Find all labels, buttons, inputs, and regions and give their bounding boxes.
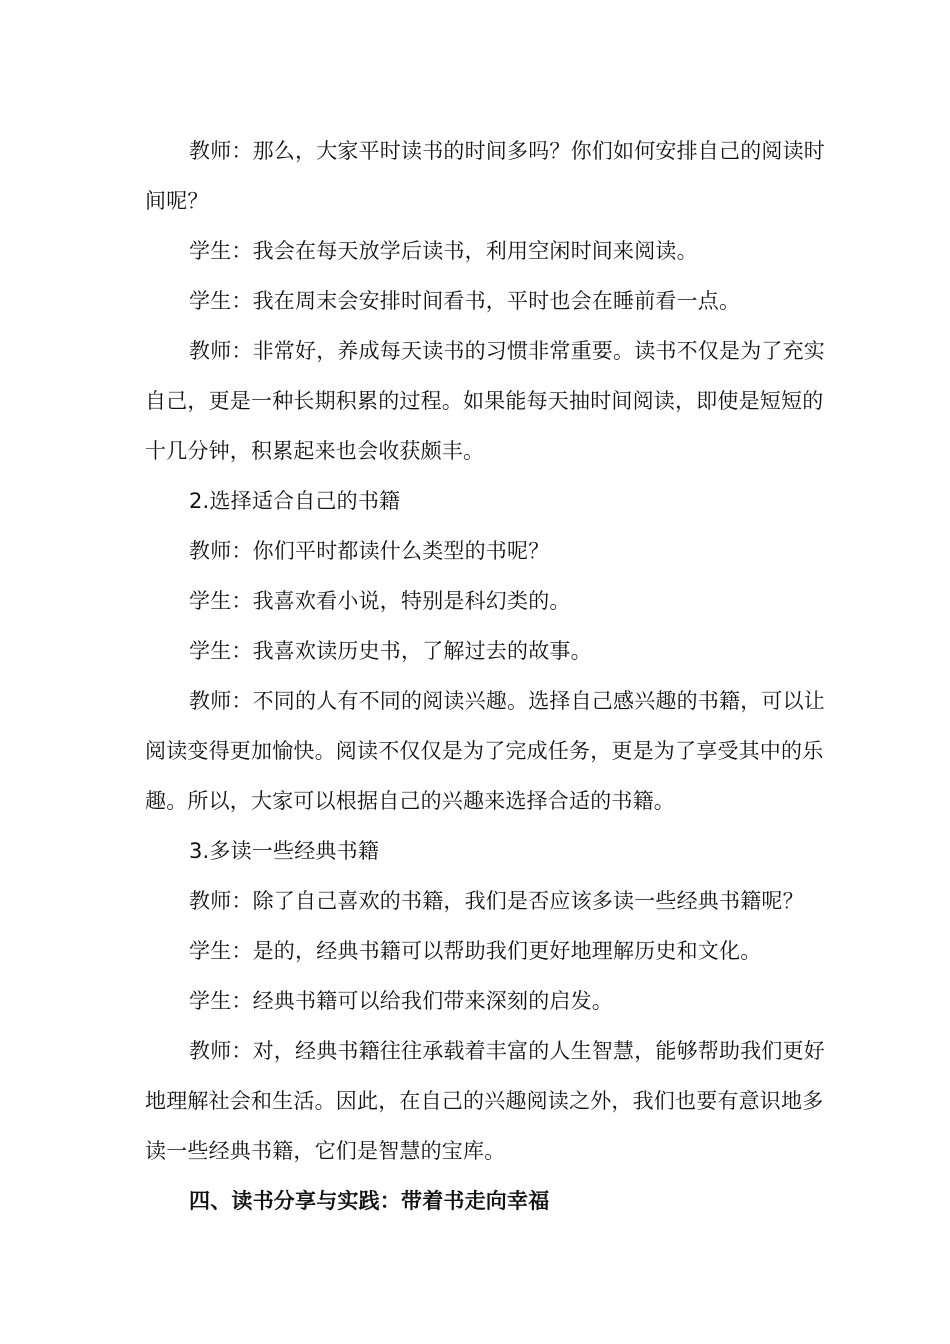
paragraph-teacher-daily-habit: 教师：非常好，养成每天读书的习惯非常重要。读书不仅是为了充实自己，更是一种长期积累的过程。如果能每天抽时间阅读，即使是短短的十几分钟，积累起来也会收获颇丰。 [145,339,825,463]
section-heading-choose-books: 2.选择适合自己的书籍 [189,489,401,513]
paragraph-student-weekend: 学生：我在周末会安排时间看书，平时也会在睡前看一点。 [189,289,741,313]
paragraph-student-classics-history: 学生：是的，经典书籍可以帮助我们更好地理解历史和文化。 [189,939,762,963]
paragraph-teacher-interests: 教师：不同的人有不同的阅读兴趣。选择自己感兴趣的书籍，可以让阅读变得更加愉快。阅读不仅仅是为了完成任务，更是为了享受其中的乐趣。所以，大家可以根据自己的兴趣来选择合适的书籍。 [145,689,825,813]
paragraph-teacher-reading-time: 教师：那么，大家平时读书的时间多吗？你们如何安排自己的阅读时间呢？ [145,139,825,213]
paragraph-student-after-school: 学生：我会在每天放学后读书，利用空闲时间来阅读。 [189,239,698,263]
section-heading-classics: 3.多读一些经典书籍 [189,839,380,863]
section-heading-sharing-practice: 四、读书分享与实践：带着书走向幸福 [189,1189,550,1213]
paragraph-student-history: 学生：我喜欢读历史书，了解过去的故事。 [189,639,592,663]
paragraph-teacher-classics-question: 教师：除了自己喜欢的书籍，我们是否应该多读一些经典书籍呢？ [189,889,804,913]
paragraph-student-classics-inspiration: 学生：经典书籍可以给我们带来深刻的启发。 [189,989,613,1013]
paragraph-teacher-classics-wisdom: 教师：对，经典书籍往往承载着丰富的人生智慧，能够帮助我们更好地理解社会和生活。因此，在自己的兴趣阅读之外，我们也要有意识地多读一些经典书籍，它们是智慧的宝库。 [145,1039,825,1163]
paragraph-teacher-book-types: 教师：你们平时都读什么类型的书呢？ [189,539,550,563]
paragraph-student-novels: 学生：我喜欢看小说，特别是科幻类的。 [189,589,571,613]
document-body [145,126,825,1226]
